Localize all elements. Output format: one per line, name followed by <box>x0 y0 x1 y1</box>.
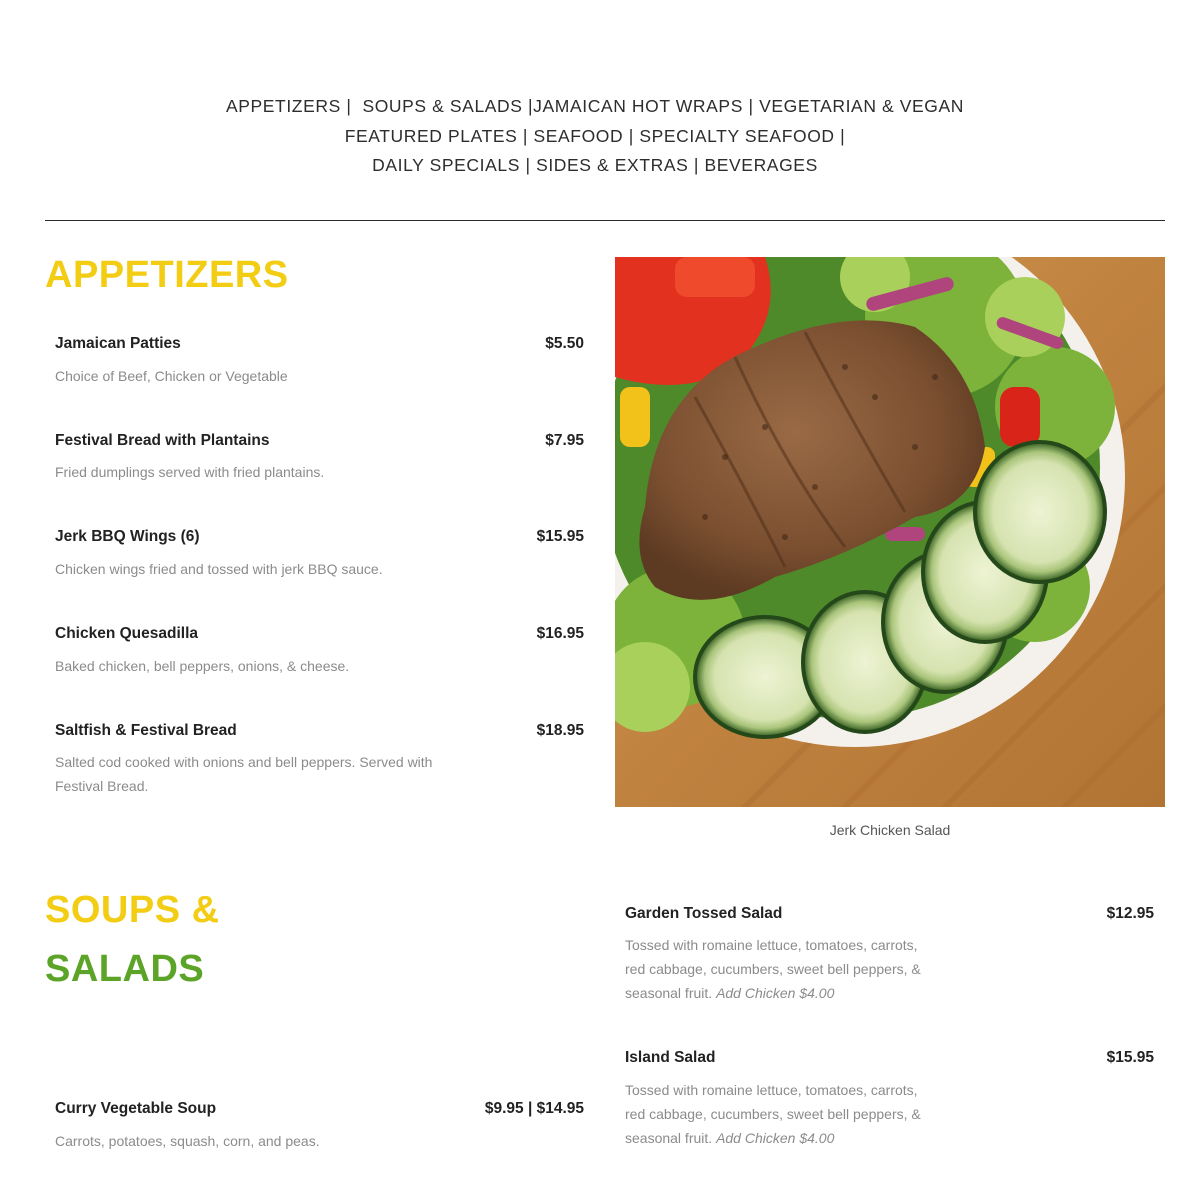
nav-vegetarian-vegan[interactable]: VEGETARIAN & VEGAN <box>759 96 965 116</box>
menu-item-price: $15.95 <box>536 528 584 545</box>
nav-appetizers[interactable]: APPETIZERS <box>225 96 341 116</box>
menu-item-price: $5.50 <box>545 335 584 352</box>
menu-item-name: Jerk BBQ Wings (6) <box>55 528 200 545</box>
nav-divider <box>45 220 1165 221</box>
menu-item-description: Choice of Beef, Chicken or Vegetable <box>55 368 288 384</box>
menu-item-price: $18.95 <box>536 722 584 739</box>
menu-item <box>625 905 1154 1010</box>
menu-item-name: Curry Vegetable Soup <box>55 1100 217 1117</box>
salad-description-text: Tossed with romaine lettuce, tomatoes, carrots, red cabbage, cucumbers, sweet bell peppers, & seasonal fruit. <box>625 1082 921 1146</box>
nav-seafood[interactable]: SEAFOOD <box>533 125 624 146</box>
photo-caption: Jerk Chicken Salad <box>829 822 951 838</box>
appetizers-heading: APPETIZERS <box>45 254 289 296</box>
menu-item-description: Chicken wings fried and tossed with jerk BBQ sauce. <box>55 561 383 577</box>
menu-item-price: $15.95 <box>1106 1049 1154 1066</box>
nav-daily-specials[interactable]: DAILY SPECIALS <box>372 155 520 175</box>
menu-item-description: Carrots, potatoes, squash, corn, and peas. <box>55 1133 320 1149</box>
menu-item <box>55 722 584 802</box>
menu-item-name: Jamaican Patties <box>55 335 181 352</box>
menu-item <box>55 528 584 588</box>
nav-sides-extras[interactable]: SIDES & EXTRAS <box>536 155 689 175</box>
category-nav: APPETIZERS | SOUPS & SALADS |JAMAICAN HOT WRAPS | VEGETARIAN & VEGAN FEATURED PLATES | SEAFOOD | SPECIALTY SEAFOOD | DAILY SPECIALS | SIDES & EXTRAS | BEVERAGES <box>225 96 965 175</box>
menu-item-description: Salted cod cooked with onions and bell peppers. Served with Festival Bread. <box>55 754 433 794</box>
salad-addon: Add Chicken $4.00 <box>716 1130 835 1146</box>
menu-item-description: Fried dumplings served with fried plantains. <box>55 464 325 480</box>
menu-item-description <box>625 933 930 1005</box>
menu-item <box>625 1049 1154 1154</box>
salad-description-text: Tossed with romaine lettuce, tomatoes, carrots, red cabbage, cucumbers, sweet bell peppers, & seasonal fruit. <box>625 937 921 1001</box>
menu-item-price: $16.95 <box>536 625 584 642</box>
nav-specialty-seafood[interactable]: SPECIALTY SEAFOOD <box>639 125 835 146</box>
menu-item-price: $12.95 <box>1106 905 1154 922</box>
menu-item <box>55 1100 584 1160</box>
menu-item <box>55 625 584 685</box>
soups-salads-heading-part1: SOUPS & <box>45 889 220 931</box>
nav-beverages[interactable]: BEVERAGES <box>704 155 818 175</box>
nav-featured-plates[interactable]: FEATURED PLATES <box>344 125 518 146</box>
jerk-chicken-salad-photo <box>615 257 1165 807</box>
menu-item-name: Chicken Quesadilla <box>55 625 198 642</box>
menu-item-name: Saltfish & Festival Bread <box>55 722 237 739</box>
menu-item <box>55 432 584 492</box>
menu-item <box>55 335 584 395</box>
menu-item-description <box>625 1078 930 1150</box>
menu-item-description: Baked chicken, bell peppers, onions, & cheese. <box>55 658 350 674</box>
menu-item-name: Island Salad <box>625 1049 716 1066</box>
nav-soups-salads[interactable]: SOUPS & SALADS <box>362 96 523 116</box>
salad-addon: Add Chicken $4.00 <box>716 985 835 1001</box>
nav-jamaican-hot-wraps[interactable]: JAMAICAN HOT WRAPS <box>533 96 743 116</box>
menu-item-price: $9.95 | $14.95 <box>484 1100 584 1117</box>
soups-salads-heading-part2: SALADS <box>45 948 205 990</box>
menu-item-name: Garden Tossed Salad <box>625 905 783 922</box>
menu-item-name: Festival Bread with Plantains <box>55 432 270 449</box>
menu-item-price: $7.95 <box>545 432 584 449</box>
